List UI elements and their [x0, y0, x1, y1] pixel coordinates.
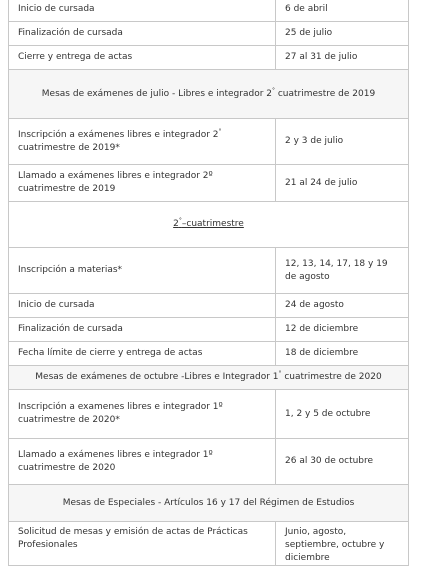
calendar-table [8, 0, 409, 566]
row-label: Solicitud de mesas y emisión de actas de Prácticas Profesionales [9, 522, 276, 566]
row-label: Inicio de cursada [9, 0, 276, 22]
table-row [9, 119, 409, 165]
row-value: 1, 2 y 5 de octubre [276, 390, 409, 439]
row-value: 25 de julio [276, 22, 409, 46]
section-octubre-title: Mesas de exámenes de octubre -Libres e Integrador 1° cuatrimestre de 2020 [9, 366, 409, 390]
row-label: Fecha límite de cierre y entrega de actas [9, 342, 276, 366]
row-value: 2 y 3 de julio [276, 119, 409, 165]
section-header-row [9, 70, 409, 119]
section-header-row [9, 485, 409, 522]
section-header-row [9, 366, 409, 390]
section-julio-title: Mesas de exámenes de julio - Libres e integrador 2° cuatrimestre de 2019 [9, 70, 409, 119]
row-label: Inscripción a materias* [9, 248, 276, 294]
row-label: Llamado a exámenes libres e integrador 2º cuatrimestre de 2019 [9, 165, 276, 202]
table-row [9, 439, 409, 485]
row-value: 21 al 24 de julio [276, 165, 409, 202]
table-row [9, 165, 409, 202]
table-row [9, 390, 409, 439]
row-value: 6 de abril [276, 0, 409, 22]
row-value: 18 de diciembre [276, 342, 409, 366]
row-value: 26 al 30 de octubre [276, 439, 409, 485]
table-row [9, 46, 409, 70]
table-row [9, 0, 409, 22]
row-label: Finalización de cursada [9, 22, 276, 46]
row-value: 12, 13, 14, 17, 18 y 19 de agosto [276, 248, 409, 294]
row-value: 27 al 31 de julio [276, 46, 409, 70]
table-row [9, 342, 409, 366]
row-label: Finalización de cursada [9, 318, 276, 342]
row-label: Llamado a exámenes libres e integrador 1º cuatrimestre de 2020 [9, 439, 276, 485]
table-row [9, 522, 409, 566]
table-row [9, 22, 409, 46]
table-row [9, 294, 409, 318]
table-row [9, 248, 409, 294]
row-label: Inicio de cursada [9, 294, 276, 318]
section-cuatrimestre-title: 2°–cuatrimestre [9, 202, 409, 248]
row-label: Inscripción a examenes libres e integrador 1º cuatrimestre de 2020* [9, 390, 276, 439]
section-especiales-title: Mesas de Especiales - Artículos 16 y 17 del Régimen de Estudios [9, 485, 409, 522]
table-row [9, 318, 409, 342]
row-value: Junio, agosto, septiembre, octubre y diciembre [276, 522, 409, 566]
row-label: Inscripción a exámenes libres e integrador 2° cuatrimestre de 2019* [9, 119, 276, 165]
row-value: 24 de agosto [276, 294, 409, 318]
row-label: Cierre y entrega de actas [9, 46, 276, 70]
row-value: 12 de diciembre [276, 318, 409, 342]
section-header-row [9, 202, 409, 248]
